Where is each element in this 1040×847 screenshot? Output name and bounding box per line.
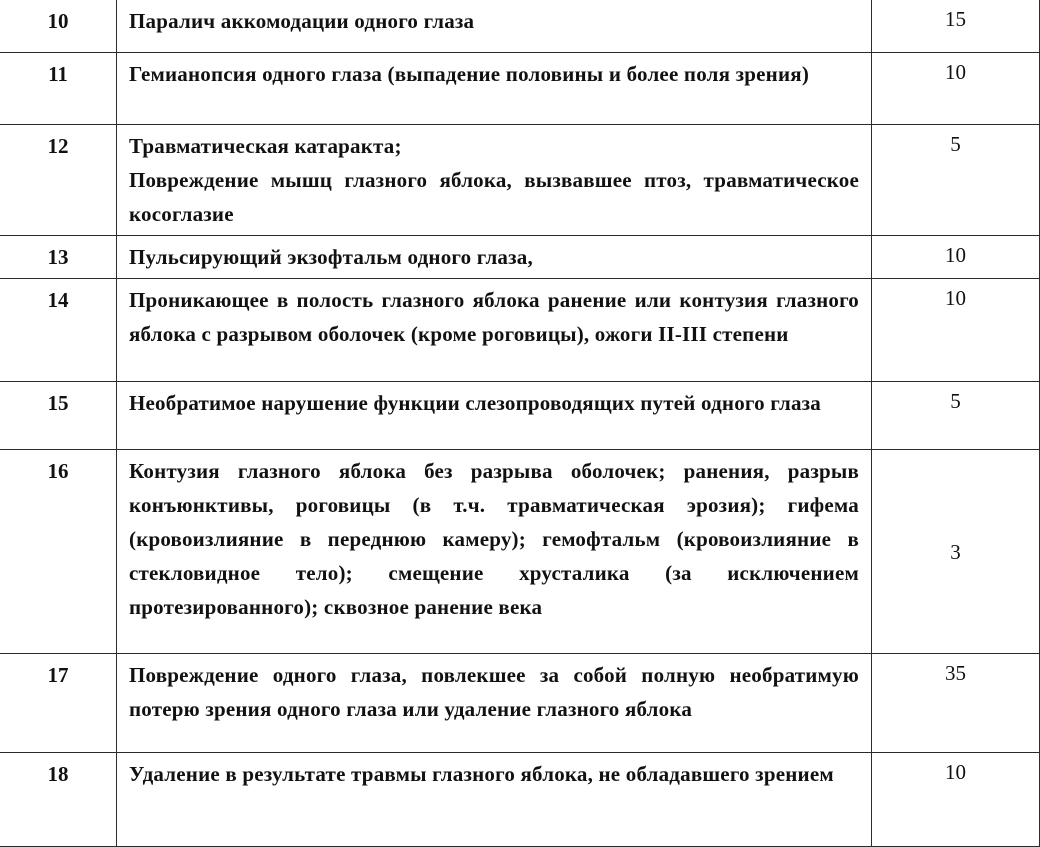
injury-description (117, 278, 872, 381)
percentage-value: 10 (872, 752, 1040, 846)
injury-description (117, 752, 872, 846)
injury-description (117, 235, 872, 278)
description-text: Травматическая катаракта; (129, 133, 402, 158)
percentage-value: 15 (872, 0, 1040, 52)
percentage-value: 3 (872, 449, 1040, 653)
row-number: 18 (0, 752, 117, 846)
table-row (0, 278, 1040, 381)
row-number: 17 (0, 653, 117, 752)
description-text: Контузия глазного яблока без разрыва оболочек; ранения, разрыв конъюнктивы, роговицы (в т.ч. травматическая эрозия); гифема (кровоизлияние в переднюю камеру); гемофтальм (кровоизлияние в стекловидное тело); смещение хрусталика (за исключением протезированного); сквозное ранение века (129, 458, 859, 619)
percentage-value: 5 (872, 124, 1040, 235)
row-number: 11 (0, 52, 117, 124)
table-row (0, 124, 1040, 235)
injury-description (117, 653, 872, 752)
description-text: Паралич аккомодации одного глаза (129, 9, 475, 33)
row-number: 15 (0, 381, 117, 449)
description-text: Повреждение одного глаза, повлекшее за собой полную необратимую потерю зрения одного глаза или удаление глазного яблока (129, 662, 859, 721)
percentage-value: 10 (872, 52, 1040, 124)
description-text: Повреждение мышц глазного яблока, вызвавшее птоз, травматическое косоглазие (129, 167, 859, 226)
table-row (0, 235, 1040, 278)
description-text: Пульсирующий экзофтальм одного глаза, (129, 244, 533, 269)
description-text: Необратимое нарушение функции слезопроводящих путей одного глаза (129, 390, 821, 415)
percentage-value: 10 (872, 235, 1040, 278)
injury-description (117, 124, 872, 235)
table-row (0, 653, 1040, 752)
row-number: 13 (0, 235, 117, 278)
row-number: 10 (0, 0, 117, 52)
injury-description (117, 0, 872, 52)
row-number: 16 (0, 449, 117, 653)
table-row (0, 381, 1040, 449)
injury-description (117, 52, 872, 124)
percentage-value: 10 (872, 278, 1040, 381)
table-row (0, 752, 1040, 846)
table-row (0, 0, 1040, 52)
percentage-value: 35 (872, 653, 1040, 752)
description-text: Гемианопсия одного глаза (выпадение половины и более поля зрения) (129, 61, 810, 86)
table-row (0, 52, 1040, 124)
injury-description (117, 381, 872, 449)
table-row (0, 449, 1040, 653)
percentage-value: 5 (872, 381, 1040, 449)
row-number: 12 (0, 124, 117, 235)
description-text: Проникающее в полость глазного яблока ранение или контузия глазного яблока с разрывом оболочек (кроме роговицы), ожоги II-III степени (129, 287, 859, 346)
injury-description (117, 449, 872, 653)
description-text: Удаление в результате травмы глазного яблока, не обладавшего зрением (129, 761, 834, 786)
row-number: 14 (0, 278, 117, 381)
